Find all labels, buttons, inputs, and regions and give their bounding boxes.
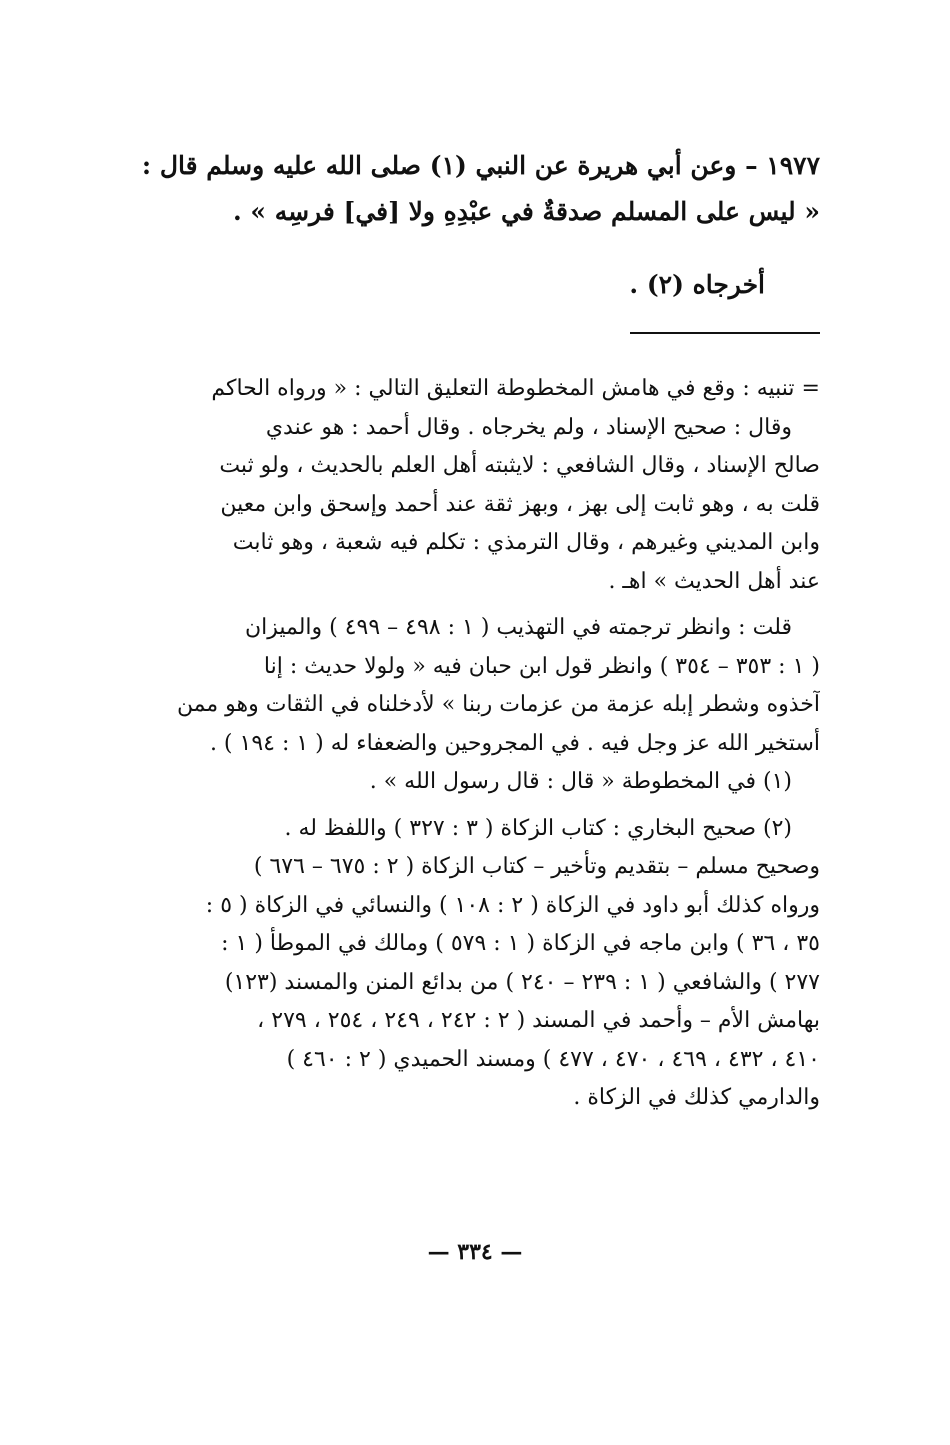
hadith-line-2: « ليس على المسلم صدقةٌ في عبْدِهِ ولا [في] فرسِه » . xyxy=(232,197,820,226)
page-number: — ٣٣٤ — xyxy=(427,1239,523,1265)
note-line: عند أهل الحديث » اهـ . xyxy=(608,568,820,594)
note-line: = تنبيه : وقع في هامش المخطوطة التعليق التالي : « ورواه الحاكم xyxy=(211,376,820,401)
footnote-1: (١) في المخطوطة « قال : قال رسول الله » . xyxy=(369,769,792,794)
footnote-separator xyxy=(630,332,820,334)
note-line: بهامش الأم – وأحمد في المسند ( ٢ : ٢٤٢ ، ٢٤٩ ، ٢٥٤ ، ٢٧٩ ، xyxy=(257,1008,820,1033)
footnote-2: (٢) صحيح البخاري : كتاب الزكاة ( ٣ : ٣٢٧ ) واللفظ له . xyxy=(284,815,792,841)
footnotes xyxy=(130,370,820,1118)
hadith-line-1: ١٩٧٧ – وعن أبي هريرة عن النبي (١) صلى الله عليه وسلم قال : xyxy=(141,151,820,180)
note-line: ( ١ : ٣٥٣ – ٣٥٤ ) وانظر قول ابن حبان فيه « ولولا حديث : إنا xyxy=(263,653,820,679)
note-line: ٤١٠ ، ٤٣٢ ، ٤٦٩ ، ٤٧٠ ، ٤٧٧ ) ومسند الحميدي ( ٢ : ٤٦٠ ) xyxy=(286,1046,820,1072)
note-line: قلت به ، وهو ثابت إلى بهز ، وبهز ثقة عند أحمد وإسحق وابن معين xyxy=(220,491,820,517)
note-line: وابن المديني وغيرهم ، وقال الترمذي : تكلم فيه شعبة ، وهو ثابت xyxy=(232,530,820,555)
note-line: صالح الإسناد ، وقال الشافعي : لايثبته أهل العلم بالحديث ، ولو ثبت xyxy=(219,453,820,478)
note-line: أستخير الله عز وجل فيه . في المجروحين والضعفاء له ( ١ : ١٩٤ ) . xyxy=(209,730,820,756)
hadith-text xyxy=(130,143,820,235)
takhrij-statement: أخرجاه (٢) . xyxy=(629,270,765,299)
note-line: والدارمي كذلك في الزكاة . xyxy=(573,1085,820,1110)
note-line: آخذوه وشطر إبله عزمة من عزمات ربنا » لأدخلناه في الثقات وهو ممن xyxy=(176,692,820,717)
note-line: ٢٧٧ ) والشافعي ( ١ : ٢٣٩ – ٢٤٠ ) من بدائع المنن والمسند (١٢٣) xyxy=(224,969,820,995)
note-line: ٣٥ ، ٣٦ ) وابن ماجه في الزكاة ( ١ : ٥٧٩ ) ومالك في الموطأ ( ١ : xyxy=(221,931,820,956)
note-line: وقال : صحيح الإسناد ، ولم يخرجاه . وقال أحمد : هو عندي xyxy=(265,414,792,440)
note-line: ورواه كذلك أبو داود في الزكاة ( ٢ : ١٠٨ ) والنسائي في الزكاة ( ٥ : xyxy=(205,892,820,918)
note-line: وصحيح مسلم – بتقديم وتأخير – كتاب الزكاة ( ٢ : ٦٧٥ – ٦٧٦ ) xyxy=(253,854,820,879)
note-line: قلت : وانظر ترجمته في التهذيب ( ١ : ٤٩٨ – ٤٩٩ ) والميزان xyxy=(244,615,792,640)
